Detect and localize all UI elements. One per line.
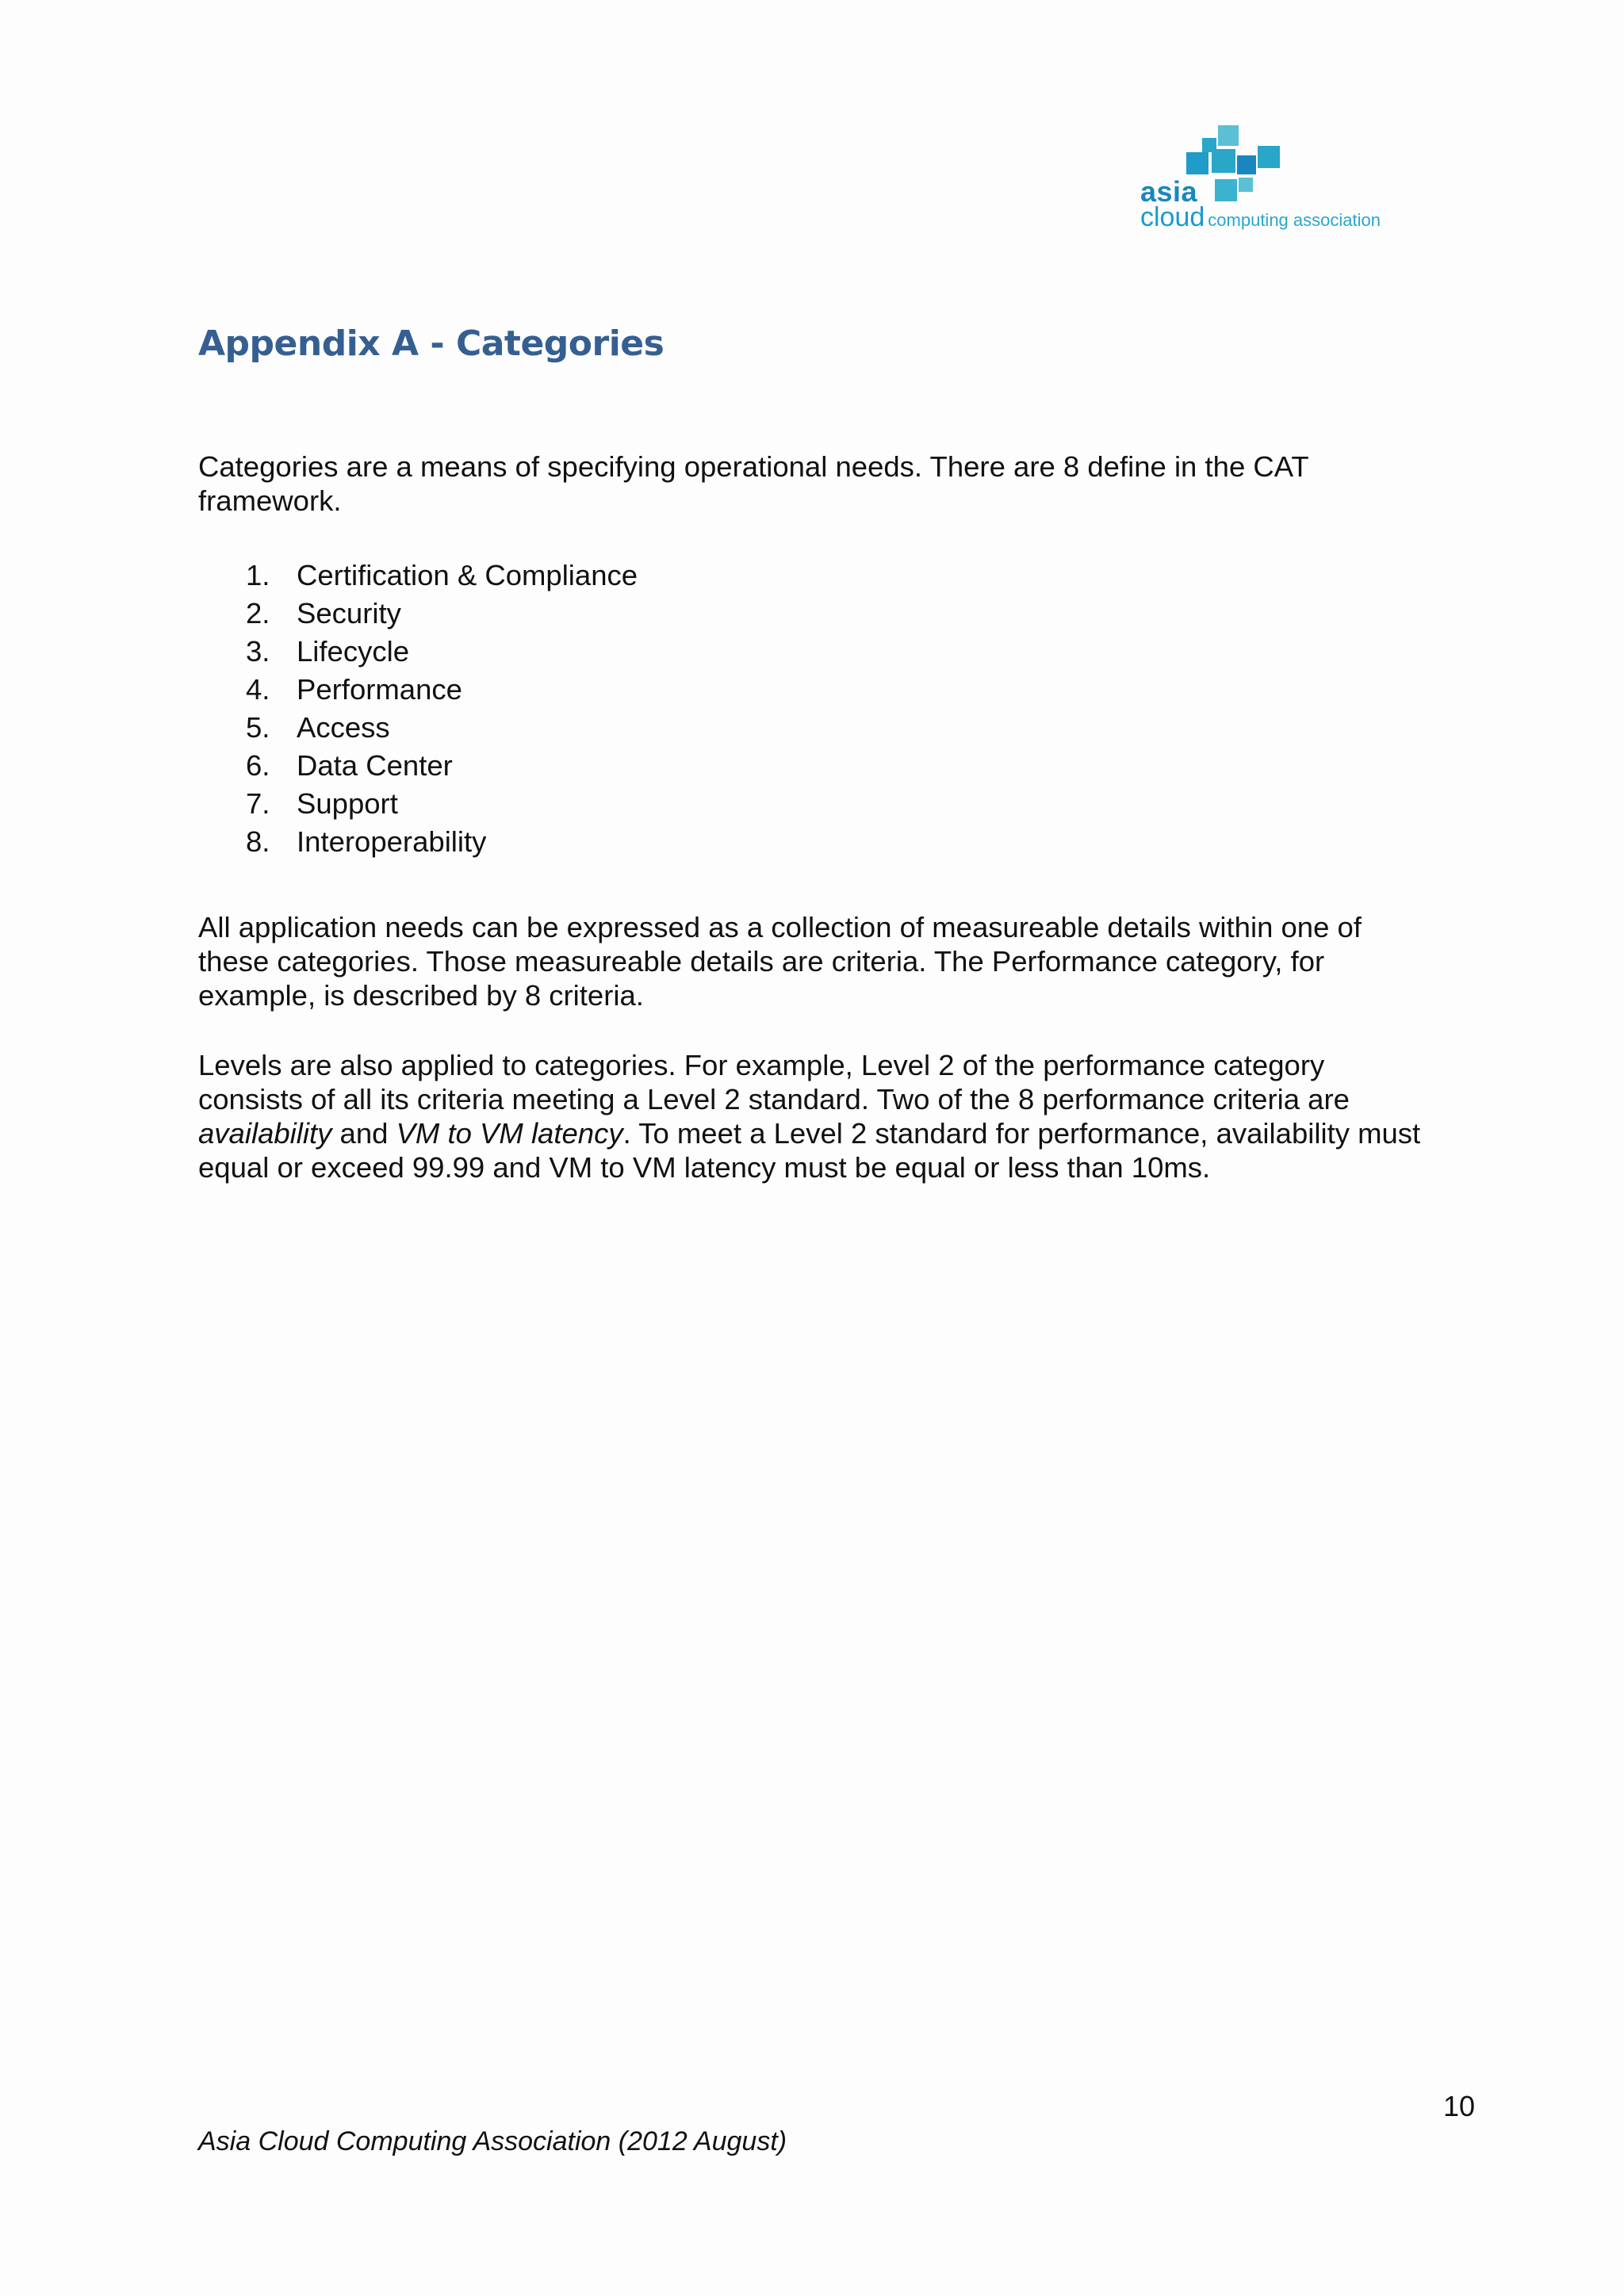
- vm-latency-term: VM to VM latency: [396, 1117, 623, 1150]
- levels-text-part3: . To meet a Level 2 standard for performance, availability must equal or exceed 99.99 and VM to VM latency must be equal or less than 10ms.: [198, 1117, 1421, 1184]
- logo-text-asia: asia: [1140, 175, 1198, 208]
- list-item-number: 2.: [246, 597, 270, 629]
- list-item-label: Performance: [297, 673, 462, 706]
- page-number: 10: [1442, 2090, 1475, 2122]
- list-item-number: 5.: [246, 711, 270, 744]
- list-item-label: Lifecycle: [297, 635, 410, 668]
- list-item-label: Support: [297, 787, 398, 820]
- list-item-number: 7.: [246, 787, 270, 820]
- levels-text-part2: and: [331, 1117, 396, 1150]
- list-item-number: 1.: [246, 559, 270, 591]
- list-item-label: Certification & Compliance: [297, 559, 638, 591]
- list-item-number: 3.: [246, 635, 270, 668]
- logo-text-line2: [1140, 203, 1381, 237]
- asia-cloud-computing-association-logo: [1139, 117, 1408, 236]
- criteria-paragraph: All application needs can be expressed as a collection of measureable details within one of these categories. Those measureable details are criteria. The Performance category, for example, is described by 8 criteria.: [198, 911, 1362, 1012]
- logo-text-cloud: cloud: [1140, 202, 1205, 232]
- page-footer: Asia Cloud Computing Association (2012 August): [198, 2126, 787, 2156]
- list-item-number: 4.: [246, 673, 270, 706]
- intro-paragraph: Categories are a means of specifying operational needs. There are 8 define in the CAT framework.: [198, 450, 1309, 517]
- page-title: Appendix A - Categories: [198, 323, 665, 364]
- list-item-label: Interoperability: [297, 825, 487, 858]
- logo-text-association: computing association: [1208, 210, 1381, 230]
- levels-paragraph: [198, 1048, 1435, 1184]
- list-item-number: 8.: [246, 825, 270, 858]
- availability-term: availability: [198, 1117, 332, 1150]
- list-item-number: 6.: [246, 749, 270, 782]
- levels-text-part1: Levels are also applied to categories. For example, Level 2 of the performance category consists of all its criteria meeting a Level 2 standard. Two of the 8 performance criteria are: [198, 1049, 1350, 1115]
- list-item-label: Security: [297, 597, 401, 629]
- list-item-label: Access: [297, 711, 390, 744]
- list-item-label: Data Center: [297, 749, 453, 782]
